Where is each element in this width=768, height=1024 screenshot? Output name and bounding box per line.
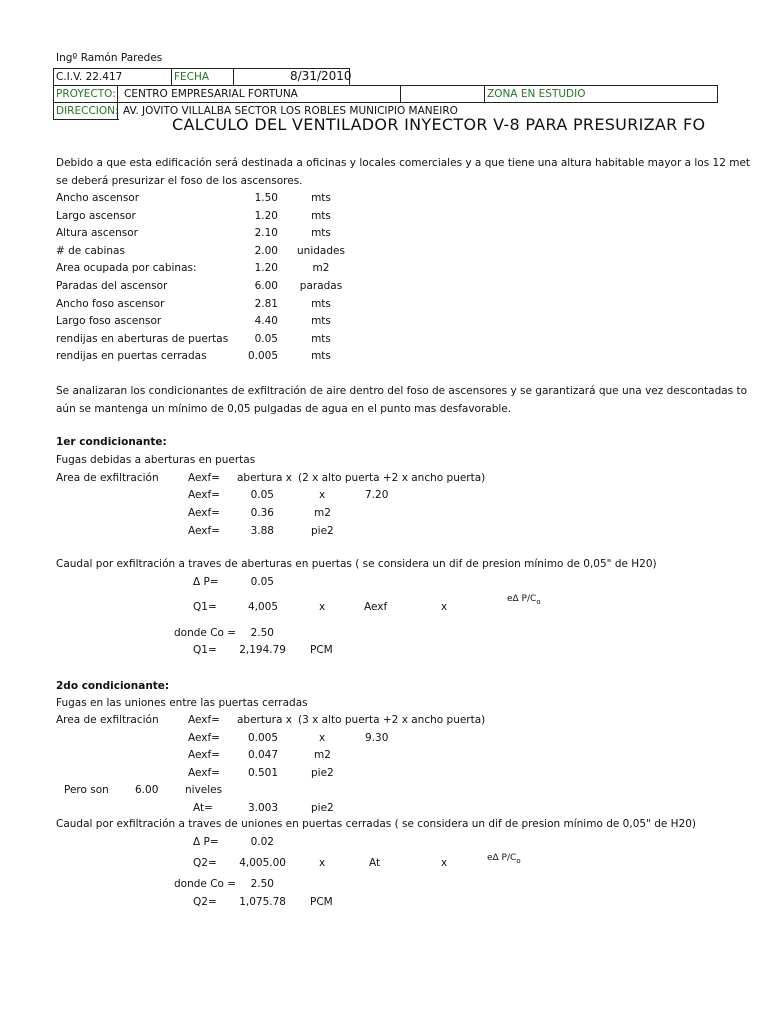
cond1-q-coef: 4,005 xyxy=(247,601,278,613)
cond2-q-label: Q2= xyxy=(193,896,217,908)
cond1-times: x xyxy=(441,601,448,613)
cond2-dp-label: Δ P= xyxy=(193,836,219,848)
cond2-heading: 2do condicionante: xyxy=(56,680,170,692)
cond2-times: x xyxy=(319,732,326,744)
param-unit: mts xyxy=(311,192,331,204)
param-unit: mts xyxy=(311,315,331,327)
param-unit: mts xyxy=(311,333,331,345)
cond1-area-label: Area de exfiltración xyxy=(56,472,159,484)
direccion-value: AV. JOVITO VILLALBA SECTOR LOS ROBLES MUNICIPIO MANEIRO xyxy=(123,105,458,117)
param-value: 2.81 xyxy=(254,298,278,310)
cond1-q-label: Q1= xyxy=(193,601,217,613)
header-divider xyxy=(484,85,485,103)
fecha-value: 8/31/2010 xyxy=(290,69,352,83)
cond1-times: x xyxy=(319,601,326,613)
cond1-row3-unit: m2 xyxy=(314,507,331,519)
cond2-aexf-label: Aexf= xyxy=(188,732,220,744)
header-divider xyxy=(233,68,234,86)
cond2-q-label: Q2= xyxy=(193,857,217,869)
param-label: rendijas en aberturas de puertas xyxy=(56,333,229,345)
param-value: 6.00 xyxy=(254,280,278,292)
cond1-q-result: 2,194.79 xyxy=(239,644,286,656)
cond1-row4-unit: pie2 xyxy=(311,525,334,537)
header-divider xyxy=(400,85,401,103)
param-unit: unidades xyxy=(297,245,345,257)
cond2-caudal-text: Caudal por exfiltración a traves de uniones en puertas cerradas ( se considera un dif de presion mínimo de 0,05" de H20) xyxy=(56,818,697,830)
cond2-q-result: 1,075.78 xyxy=(239,896,286,908)
param-unit: paradas xyxy=(299,280,343,292)
cond1-q-label: Q1= xyxy=(193,644,217,656)
param-label: Area ocupada por cabinas: xyxy=(56,262,197,274)
cond1-row3-value: 0.36 xyxy=(250,507,274,519)
cond2-row3-unit: m2 xyxy=(314,749,331,761)
cond2-row3-value: 0.047 xyxy=(247,749,278,761)
engineer-name: Ingº Ramón Paredes xyxy=(56,52,163,64)
cond2-row2-value: 0.005 xyxy=(247,732,278,744)
cond1-co-label: donde Co = xyxy=(174,627,237,639)
param-unit: mts xyxy=(311,210,331,222)
zona-label: ZONA EN ESTUDIO xyxy=(487,88,586,100)
cond2-aexf-label: Aexf= xyxy=(188,714,220,726)
cond1-aexf-label: Aexf= xyxy=(188,525,220,537)
cond1-row4-value: 3.88 xyxy=(250,525,274,537)
param-unit: m2 xyxy=(312,262,330,274)
cond1-formula: eΔ $P/C_o$ xyxy=(507,594,541,606)
cond2-formula: eΔ $P/C_o$ xyxy=(487,853,521,865)
param-unit: mts xyxy=(311,350,331,362)
param-value: 1.50 xyxy=(254,192,278,204)
param-value: 0.005 xyxy=(247,350,278,362)
cond2-pero-unit: niveles xyxy=(185,784,223,796)
cond2-row4-unit: pie2 xyxy=(311,767,334,779)
fecha-label: FECHA xyxy=(174,71,210,83)
analysis-line-1: Se analizaran los condicionantes de exfiltración de aire dentro del foso de ascensores y se garantizará que una vez descontadas to xyxy=(56,385,748,397)
page-title: CALCULO DEL VENTILADOR INYECTOR V-8 PARA PRESURIZAR FO xyxy=(172,115,706,134)
param-label: Ancho foso ascensor xyxy=(56,298,165,310)
cond2-subtitle: Fugas en las uniones entre las puertas cerradas xyxy=(56,697,308,709)
cond1-row1-b: (2 x alto puerta +2 x ancho puerta) xyxy=(298,472,486,484)
cond2-q-coef: 4,005.00 xyxy=(239,857,286,869)
cond2-q-unit: PCM xyxy=(310,896,333,908)
param-label: Ancho ascensor xyxy=(56,192,140,204)
param-value: 2.00 xyxy=(254,245,278,257)
proyecto-value: CENTRO EMPRESARIAL FORTUNA xyxy=(124,88,298,100)
header-divider xyxy=(171,68,172,86)
param-value: 2.10 xyxy=(254,227,278,239)
cond1-aexf-label: Aexf= xyxy=(188,489,220,501)
cond1-row2-value: 0.05 xyxy=(250,489,274,501)
cond2-row4-value: 0.501 xyxy=(247,767,278,779)
civ-number: C.I.V. 22.417 xyxy=(56,71,123,83)
intro-line-2: se deberá presurizar el foso de los ascensores. xyxy=(56,175,303,187)
cond1-caudal-text: Caudal por exfiltración a traves de aberturas en puertas ( se considera un dif de presion mínimo de 0,05" de H20) xyxy=(56,558,657,570)
cond2-times: x xyxy=(441,857,448,869)
param-value: 0.05 xyxy=(254,333,278,345)
cond1-subtitle: Fugas debidas a aberturas en puertas xyxy=(56,454,256,466)
cond2-row1-b: (3 x alto puerta +2 x ancho puerta) xyxy=(298,714,486,726)
cond1-q-unit: PCM xyxy=(310,644,333,656)
analysis-line-2: aún se mantenga un mínimo de 0,05 pulgadas de agua en el punto mas desfavorable. xyxy=(56,403,512,415)
cond1-dp-label: Δ P= xyxy=(193,576,219,588)
cond2-times: x xyxy=(319,857,326,869)
param-label: # de cabinas xyxy=(56,245,125,257)
cond2-co-label: donde Co = xyxy=(174,878,237,890)
cond1-q-term: Aexf xyxy=(364,601,388,613)
cond2-pero-value: 6.00 xyxy=(135,784,159,796)
direccion-label: DIRECCION: xyxy=(56,105,119,117)
cond2-at-label: At= xyxy=(193,802,213,814)
cond1-row2-b: 7.20 xyxy=(365,489,389,501)
cond1-row1-a: abertura x xyxy=(237,472,292,484)
proyecto-label: PROYECTO: xyxy=(56,88,116,100)
cond2-co-value: 2.50 xyxy=(250,878,274,890)
param-value: 4.40 xyxy=(254,315,278,327)
header-divider xyxy=(53,119,119,120)
header-divider xyxy=(117,85,118,103)
param-label: Paradas del ascensor xyxy=(56,280,168,292)
param-unit: mts xyxy=(311,227,331,239)
cond2-area-label: Area de exfiltración xyxy=(56,714,159,726)
param-label: Largo ascensor xyxy=(56,210,136,222)
cond2-row1-a: abertura x xyxy=(237,714,292,726)
cond2-at-value: 3.003 xyxy=(247,802,278,814)
cond2-aexf-label: Aexf= xyxy=(188,749,220,761)
cond2-at-unit: pie2 xyxy=(311,802,334,814)
cond1-aexf-label: Aexf= xyxy=(188,507,220,519)
param-label: rendijas en puertas cerradas xyxy=(56,350,207,362)
cond2-q-term: At xyxy=(369,857,381,869)
param-label: Altura ascensor xyxy=(56,227,138,239)
cond1-co-value: 2.50 xyxy=(250,627,274,639)
cond1-dp-value: 0.05 xyxy=(250,576,274,588)
cond2-row2-b: 9.30 xyxy=(365,732,389,744)
cond2-aexf-label: Aexf= xyxy=(188,767,220,779)
cond2-pero-label: Pero son xyxy=(64,784,109,796)
cond2-dp-value: 0.02 xyxy=(250,836,274,848)
intro-line-1: Debido a que esta edificación será destinada a oficinas y locales comerciales y a que tiene una altura habitable mayor a los 12 met xyxy=(56,157,751,169)
param-value: 1.20 xyxy=(254,262,278,274)
param-value: 1.20 xyxy=(254,210,278,222)
header-divider xyxy=(53,102,54,120)
cond1-aexf-label: Aexf= xyxy=(188,472,220,484)
param-label: Largo foso ascensor xyxy=(56,315,162,327)
cond1-heading: 1er condicionante: xyxy=(56,436,167,448)
param-unit: mts xyxy=(311,298,331,310)
cond1-times: x xyxy=(319,489,326,501)
